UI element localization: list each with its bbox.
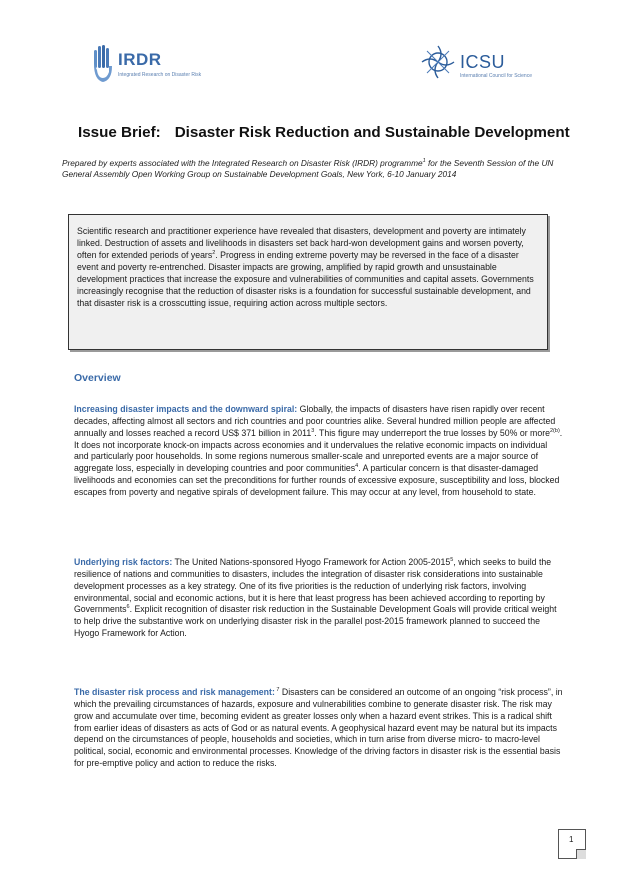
section-text-a: The United Nations-sponsored Hyogo Framework for Action 2005-2015 [172,557,451,567]
section-heading: The disaster risk process and risk management [74,687,272,697]
section-risk-process [74,687,564,770]
summary-text-a: Scientific research and practitioner experience have revealed that disasters, development and poverty are intimately linked. Destruction of assets and livelihoods in disasters set back hard-won development gains and worsen poverty, often for extended periods of years [77,226,526,261]
section-heading: Underlying risk factors [74,557,170,567]
page-number-box [558,829,586,859]
icsu-globe-logo-icon [420,44,456,80]
section-text-a: Globally, the impacts of disasters have risen rapidly over recent decades, affecting almost all sectors and rich countries and poor countries alike. Several hundred million people are affected annually and losses reached a record US$ 371 billion in 2011 [74,404,556,438]
page-title [78,124,570,141]
icsu-logo-name: ICSU [460,52,506,72]
icsu-logo-subtitle: International Council for Science [460,73,532,79]
summary-box [68,214,548,350]
footnote-ref-4: 4 [355,463,359,470]
irdr-logo-name: IRDR [118,50,162,69]
irdr-logo [92,44,212,88]
section-text-c: . It does not incorporate knock-on impacts across economies and it undervalues the relative economic impacts on individual and particularly poor households. In some regions numerous smaller-scale and unreported events are a major source of aggregate loss, especially in developing countries and poor communities [74,427,563,474]
prepared-text-b: for the Seventh Session of the UN General Assembly Open Working Group on Sustainable Development Goals, New York, 6-10 January 2014 [62,158,554,180]
section-heading-colon: : [271,687,275,697]
section-underlying-risk [74,557,564,640]
section-heading-colon: : [169,557,173,567]
prepared-by-note [62,158,562,181]
section-text-d: . A particular concern is that disaster-damaged livelihoods and economies can set the preconditions for further rounds of excessive exposure, susceptibility and loss, blocked escapes from poverty and negative spirals of development failure. This may occur at any level, from household to state. [74,463,560,497]
prepared-text-a: Prepared by experts associated with the Integrated Research on Disaster Risk (IRDR) programme [62,158,423,168]
page-curl-icon [576,849,586,859]
footnote-ref-5: 5 [450,557,454,564]
footnote-ref-3: 3 [311,427,315,434]
icsu-logo [420,44,550,88]
footnote-ref-1: 1 [422,158,426,165]
footnote-ref-2: 2 [212,250,216,257]
title-label: Issue Brief: [78,124,161,141]
section-heading: Increasing disaster impacts and the downward spiral [74,404,295,414]
title-text: Disaster Risk Reduction and Sustainable Development [174,124,570,141]
summary-text-b: . Progress in ending extreme poverty may be reversed in the face of a disaster event and poverty re-entrenched. Disaster impacts are growing, amplified by rapid growth and unsustainable development practices that increase the exposure and vulnerabilities of communities and capital assets. Governments increasingly recognise that the reduction of disaster risks is a foundation for successful sustainable development, and that disaster risk is a crosscutting issue, requiring action across multiple sectors. [77,250,534,309]
section-heading-colon: : [294,404,298,414]
section-text-b: , which seeks to build the resilience of nations and communities to disasters, includes the integration of disaster risk considerations into sustainable development processes as a key strategy. One of its five priorities is the reduction of underlying risk factors, involving environmental, social and economic actions, but it is here that least progress has been achieved according to reporting by Governments [74,557,552,615]
footnote-ref-2b: 2(b) [550,427,560,434]
footnote-ref-6: 6 [126,604,130,611]
section-increasing-impacts [74,404,564,499]
irdr-hand-logo-icon [92,44,114,84]
section-text-a: Disasters can be considered an outcome of an ongoing “risk process”, in which the prevailing circumstances of hazards, exposure and vulnerabilities combine to generate disaster risk. The risk may grow and accumulate over time, becoming evident as greater losses only when a hazard event strikes. This is a radical shift from earlier ideas of disasters as acts of God or as natural events. A geophysical hazard event may be natural but its impacts depend on the circumstances of people, households and societies, which in turn arise from diverse micro- to macro-level political, social, economic and environmental processes. Knowledge of the driving factors in disaster risk is the essential basis for pre-emptive policy and action to reduce the risks. [74,687,563,769]
overview-heading: Overview [74,372,121,384]
footnote-ref-7: 7 [274,687,280,694]
irdr-logo-subtitle: Integrated Research on Disaster Risk [118,72,202,78]
section-text-b: . This figure may underreport the true losses by 50% or more [314,427,550,438]
page-number: 1 [569,835,574,844]
section-text-c: . Explicit recognition of disaster risk reduction in the Sustainable Development Goals will provide critical weight to help drive the substantive work on underlying disaster risk in the parallel post-2015 framework planned to succeed the Hyogo Framework for Action. [74,604,557,639]
